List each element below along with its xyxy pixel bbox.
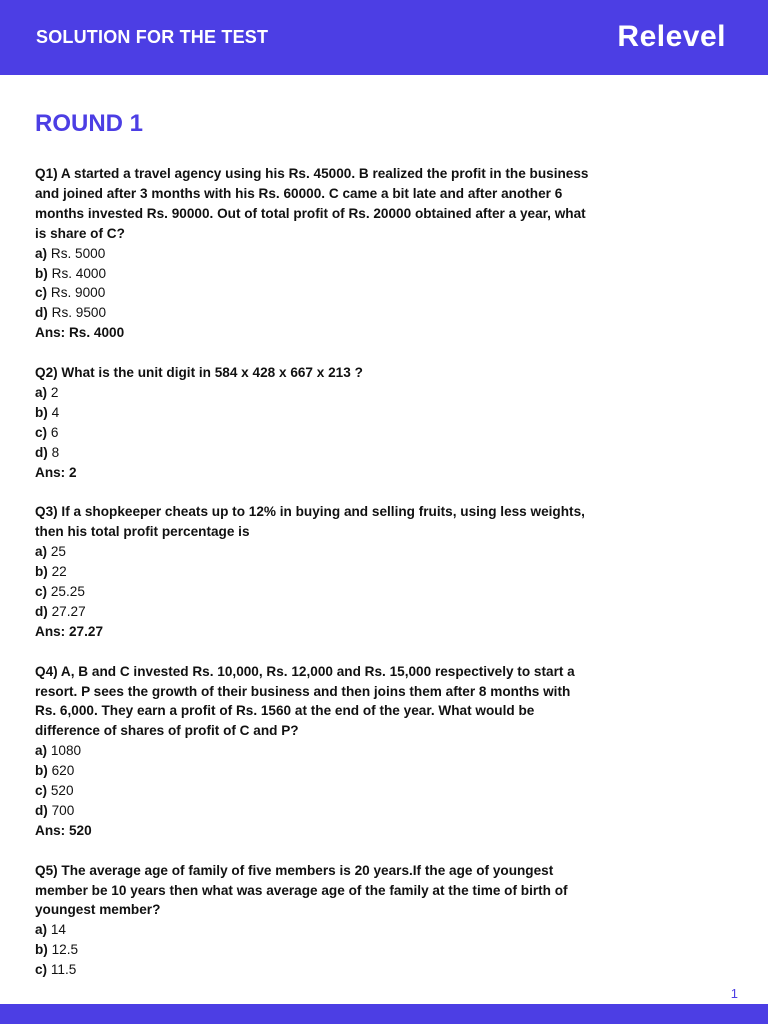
option-key: d) — [35, 444, 48, 460]
option-value: 14 — [50, 922, 66, 938]
answer: Ans: 27.27 — [35, 623, 104, 639]
option-value: Rs. 9500 — [51, 305, 107, 321]
option-a — [35, 244, 595, 264]
option-b — [35, 761, 595, 781]
question-2 — [35, 363, 595, 482]
option-key: a) — [35, 922, 48, 938]
option-value: 25 — [50, 544, 66, 560]
option-value: 8 — [51, 444, 60, 460]
question-list — [35, 164, 595, 1000]
question-text: Q4) A, B and C invested Rs. 10,000, Rs. 12,000 and Rs. 15,000 respectively to start a resort. P sees the growth of their business and then joins them after 8 months with Rs. 6,000. They earn a profit of Rs. 1560 at the end of the year. What would be difference of shares of profit of C and P? — [35, 663, 575, 739]
answer: Ans: 2 — [35, 464, 77, 480]
footer-bar — [0, 1004, 768, 1024]
header-title: SOLUTION FOR THE TEST — [36, 27, 269, 47]
option-key: a) — [35, 384, 48, 400]
option-key: d) — [35, 305, 48, 321]
option-value: 4 — [51, 404, 60, 420]
option-a — [35, 542, 595, 562]
option-key: c) — [35, 424, 48, 440]
option-key: a) — [35, 245, 48, 261]
option-key: b) — [35, 763, 48, 779]
answer: Ans: Rs. 4000 — [35, 325, 125, 341]
page-number: 1 — [730, 986, 738, 1001]
option-key: b) — [35, 564, 48, 580]
option-c — [35, 582, 595, 602]
question-4 — [35, 662, 595, 841]
question-text: Q2) What is the unit digit in 584 x 428 x 667 x 213 ? — [35, 365, 363, 381]
option-key: c) — [35, 285, 48, 301]
option-value: 520 — [50, 783, 74, 799]
option-a — [35, 741, 595, 761]
option-a — [35, 920, 595, 940]
option-d — [35, 801, 595, 821]
option-value: Rs. 9000 — [50, 285, 106, 301]
option-value: 11.5 — [50, 962, 77, 978]
option-key: c) — [35, 962, 48, 978]
option-key: b) — [35, 265, 48, 281]
option-b — [35, 562, 595, 582]
option-value: 700 — [51, 802, 75, 818]
option-value: 25.25 — [50, 584, 85, 599]
question-text: Q1) A started a travel agency using his Rs. 45000. B realized the profit in the business and joined after 3 months with his Rs. 60000. C came a bit late and after another 6 months invested Rs. 90000. Out of total profit of Rs. 20000 obtained after a year, what is share of C? — [35, 166, 589, 241]
round-title: ROUND 1 — [35, 110, 144, 137]
answer: Ans: 520 — [35, 822, 92, 838]
option-key: c) — [35, 584, 48, 599]
option-value: 22 — [51, 564, 67, 580]
header-bar — [0, 0, 768, 75]
option-b — [35, 264, 595, 284]
option-value: 2 — [50, 384, 59, 400]
option-d — [35, 303, 595, 323]
option-a — [35, 383, 595, 403]
option-d — [35, 443, 595, 463]
option-b — [35, 403, 595, 423]
option-c — [35, 423, 595, 443]
option-key: d) — [35, 603, 48, 619]
option-d — [35, 602, 595, 622]
option-c — [35, 283, 595, 303]
option-value: Rs. 5000 — [50, 245, 106, 261]
question-1 — [35, 164, 595, 343]
relevel-logo: Relevel — [617, 20, 726, 53]
option-key: a) — [35, 544, 48, 560]
option-key: b) — [35, 404, 48, 420]
option-key: c) — [35, 783, 48, 799]
option-value: 1080 — [50, 743, 82, 759]
option-c — [35, 781, 595, 801]
option-value: Rs. 4000 — [51, 265, 107, 281]
question-5 — [35, 861, 595, 980]
option-value: 6 — [50, 424, 59, 440]
option-key: b) — [35, 942, 48, 958]
option-value: 620 — [51, 763, 75, 779]
option-value: 27.27 — [51, 603, 86, 619]
option-key: a) — [35, 743, 48, 759]
option-b — [35, 940, 595, 960]
option-value: 12.5 — [51, 942, 79, 958]
option-key: d) — [35, 802, 48, 818]
option-c — [35, 960, 595, 980]
question-text: Q5) The average age of family of five members is 20 years.If the age of youngest member be 10 years then what was average age of the family at the time of birth of youngest member? — [35, 862, 568, 918]
question-3 — [35, 502, 595, 641]
question-text: Q3) If a shopkeeper cheats up to 12% in buying and selling fruits, using less weights, then his total profit percentage is — [35, 504, 585, 540]
